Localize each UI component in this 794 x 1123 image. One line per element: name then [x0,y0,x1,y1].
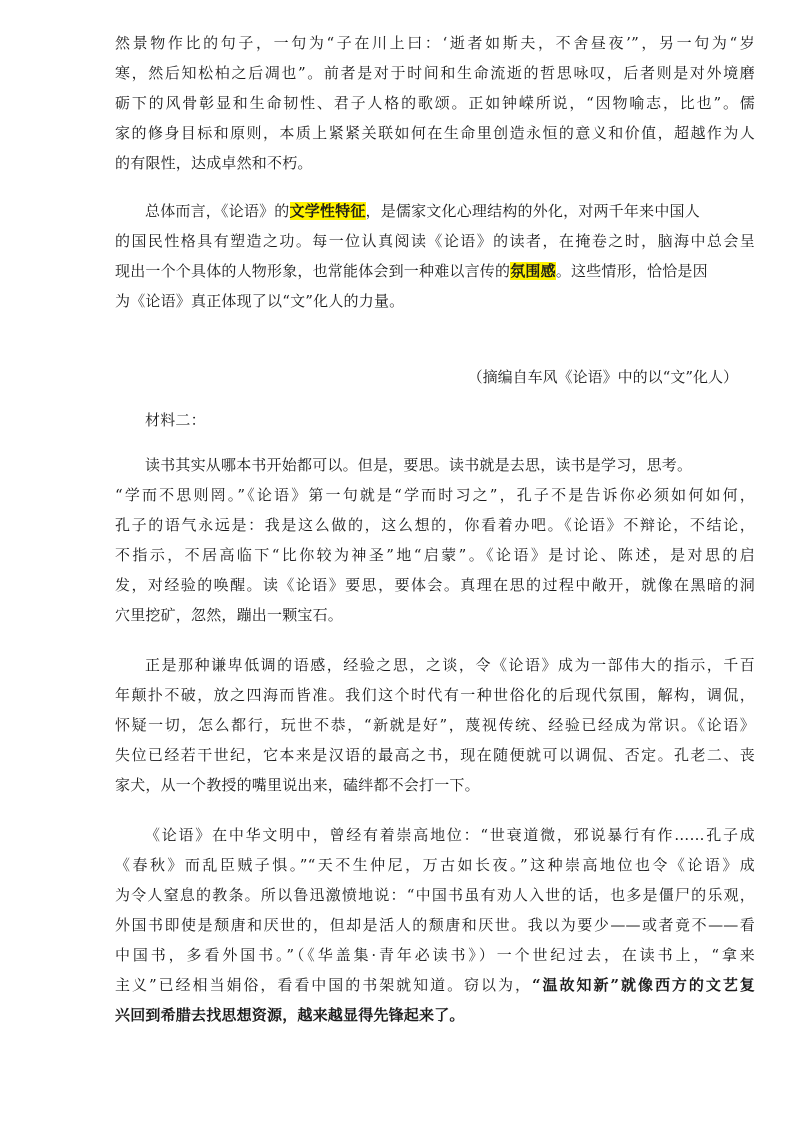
text-line: 不指示，不居高临下“比你较为神圣”地“启蒙”。《论语》是讨论、陈述，是对思的启 [115,546,755,564]
text-segment: 。这些情形，恰恰是因 [555,262,708,280]
text-line: 外国书即使是颓唐和厌世的，但却是活人的颓唐和厌世。我以为要少——或者竟不——看 [115,916,755,934]
text-line [115,256,755,286]
section-heading: 材料二： [145,411,206,429]
text-line: 的有限性，达成卓然和不朽。 [115,154,313,172]
text-line: 砺下的风骨彰显和生命韧性、君子人格的歌颂。正如钟嵘所说，“因物喻志，比也”。儒 [115,94,755,112]
text-segment: 现出一个个具体的人物形象，也常能体会到一种难以言传的 [115,262,511,280]
highlighted-term: 文学性特征 [289,202,366,220]
text-segment: ，是儒家文化心理结构的外化，对两千年来中国人 [365,202,700,220]
text-line: 中国书，多看外国书。”（《华盖集·青年必读书》）一个世纪过去，在读书上，“拿来 [115,946,755,964]
text-line: 的国民性格具有塑造之功。每一位认真阅读《论语》的读者，在掩卷之时，脑海中总会呈 [115,232,755,250]
bold-text: “温故知新”就像西方的文艺复 [531,976,756,994]
text-line: 年颠扑不破，放之四海而皆准。我们这个时代有一种世俗化的后现代氛围，解构，调侃， [115,686,755,704]
highlighted-term: 氛围感 [510,262,556,280]
text-line: 为《论语》真正体现了以“文”化人的力量。 [115,292,405,310]
text-line: 穴里挖矿，忽然，蹦出一颗宝石。 [115,606,344,624]
text-line: 孔子的语气永远是：我是这么做的，这么想的，你看着办吧。《论语》不辩论，不结论， [115,516,755,534]
text-line [115,970,755,1000]
text-line: 《论语》在中华文明中，曾经有着崇高地位：“世衰道微，邪说暴行有作……孔子成 [145,826,755,844]
text-segment: 主义”已经相当娟俗，看看中国的书架就知道。窃以为， [115,976,532,994]
text-line [145,196,755,226]
text-line: 然景物作比的句子，一句为“子在川上曰：‘逝者如斯夫，不舍昼夜’”，另一句为“岁 [115,34,755,52]
bold-text: 兴回到希腊去找思想资源，越来越显得先锋起来了。 [115,1006,465,1024]
text-line: 发，对经验的唤醒。读《论语》要思，要体会。真理在思的过程中敞开，就像在黑暗的洞 [115,576,755,594]
text-line: 《春秋》而乱臣贼子惧。”“天不生仲尼，万古如长夜。”这种崇高地位也令《论语》成 [115,856,755,874]
text-line: 为令人窒息的教条。所以鲁迅激愤地说：“中国书虽有劝人入世的话，也多是僵尸的乐观， [115,886,755,904]
text-line: 读书其实从哪本书开始都可以。但是，要思。读书就是去思，读书是学习，思考。 [145,456,693,474]
text-line: 家犬，从一个教授的嘴里说出来，磕绊都不会打一下。 [115,776,480,794]
text-line: 家的修身目标和原则，本质上紧紧关联如何在生命里创造永恒的意义和价值，超越作为人 [115,124,755,142]
text-line: 寒，然后知松柏之后凋也”。前者是对于时间和生命流逝的哲思咏叹，后者则是对外境磨 [115,64,755,82]
text-segment: 总体而言，《论语》的 [145,202,290,220]
source-citation: （摘编自车风《论语》中的以“文”化人） [467,368,738,386]
text-line: “学而不思则罔。”《论语》第一句就是“学而时习之”，孔子不是告诉你必须如何如何， [115,486,755,504]
text-line: 失位已经若干世纪，它本来是汉语的最高之书，现在随便就可以调侃、否定。孔老二、丧 [115,746,755,764]
text-line: 怀疑一切，怎么都行，玩世不恭，“新就是好”，蔑视传统、经验已经成为常识。《论语》 [115,716,755,734]
text-line: 正是那种谦卑低调的语感，经验之思，之谈，令《论语》成为一部伟大的指示，千百 [145,656,755,674]
